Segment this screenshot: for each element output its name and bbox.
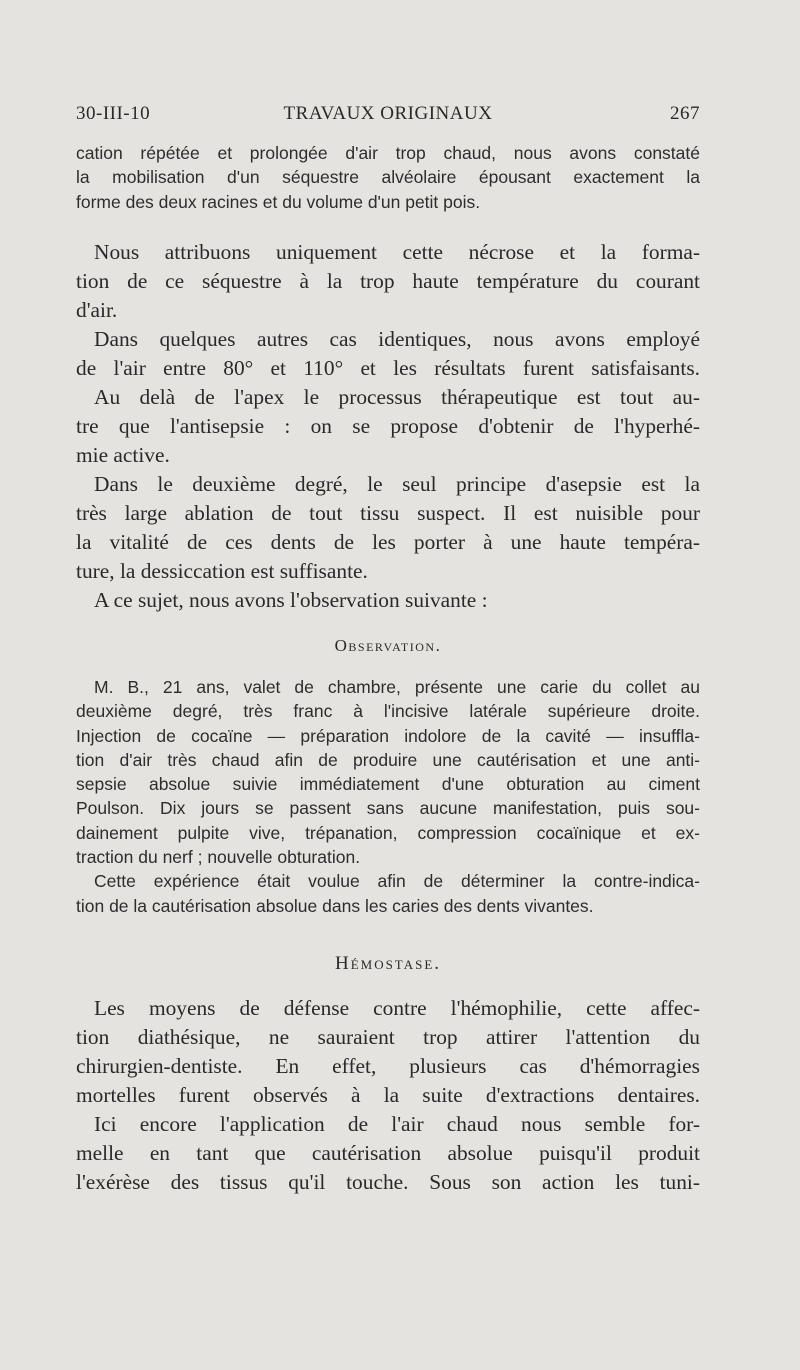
observation-text <box>76 675 700 918</box>
text-line: ture, la dessiccation est suffisante. <box>76 559 368 583</box>
text-line: A ce sujet, nous avons l'observation suivante : <box>94 588 488 612</box>
text-line: deuxième degré, très franc à l'incisive latérale supérieure droite. <box>76 701 700 722</box>
text-line: Dans quelques autres cas identiques, nous avons employé <box>94 327 700 351</box>
text-line: Injection de cocaïne — préparation indolore de la cavité — insuffla- <box>76 725 700 746</box>
text-line: de l'air entre 80° et 110° et les résultats furent satisfaisants. <box>76 356 700 380</box>
text-line: Au delà de l'apex le processus thérapeutique est tout au- <box>94 385 700 409</box>
page-number: 267 <box>670 103 700 124</box>
text-line: melle en tant que cautérisation absolue puisqu'il produit <box>76 1141 700 1165</box>
text-line: très large ablation de tout tissu suspect. Il est nuisible pour <box>76 501 700 525</box>
text-line: cation répétée et prolongée d'air trop chaud, nous avons constaté <box>76 143 700 163</box>
text-line: Cette expérience était voulue afin de déterminer la contre-indica- <box>94 871 700 892</box>
text-line: la mobilisation d'un séquestre alvéolaire épousant exactement la <box>76 167 700 188</box>
issue-reference: 30-III-10 <box>76 103 151 124</box>
text-line: Dans le deuxième degré, le seul principe d'asepsie est la <box>94 472 700 496</box>
text-line: Nous attribuons uniquement cette nécrose et la forma- <box>94 240 700 264</box>
running-head <box>76 103 700 133</box>
text-line: mie active. <box>76 443 170 467</box>
body-paragraphs <box>76 238 700 615</box>
text-line: Les moyens de défense contre l'hémophilie, cette affec- <box>94 996 700 1020</box>
section-title: TRAVAUX ORIGINAUX <box>283 103 493 124</box>
text-line: sepsie absolue suivie immédiatement d'une obturation au ciment <box>76 774 700 795</box>
text-line: mortelles furent observés à la suite d'extractions dentaires. <box>76 1083 700 1107</box>
text-line: tion de ce séquestre à la trop haute température du courant <box>76 269 700 293</box>
hemostase-heading: Hémostase. <box>334 953 442 974</box>
text-line: Poulson. Dix jours se passent sans aucune manifestation, puis sou- <box>76 798 700 819</box>
text-line: chirurgien-dentiste. En effet, plusieurs cas d'hémorragies <box>76 1054 700 1078</box>
text-line: tion de la cautérisation absolue dans les caries des dents vivantes. <box>76 895 594 916</box>
text-line: forme des deux racines et du volume d'un petit pois. <box>76 191 481 212</box>
text-line: l'exérèse des tissus qu'il touche. Sous son action les tuni- <box>76 1170 700 1194</box>
text-line: la vitalité de ces dents de les porter à une haute tempéra- <box>76 530 700 554</box>
text-line: tion diathésique, ne sauraient trop attirer l'attention du <box>76 1025 700 1049</box>
text-line: traction du nerf ; nouvelle obturation. <box>76 847 361 868</box>
observation-heading: Observation. <box>334 636 442 655</box>
text-line: Ici encore l'application de l'air chaud nous semble for- <box>94 1112 700 1136</box>
text-line: dainement pulpite vive, trépanation, compression cocaïnique et ex- <box>76 822 700 843</box>
text-line: d'air. <box>76 298 118 322</box>
hemostase-paragraph <box>76 994 700 1197</box>
continued-paragraph <box>76 141 700 214</box>
text-line: M. B., 21 ans, valet de chambre, présente une carie du collet au <box>94 677 700 697</box>
text-line: tre que l'antisepsie : on se propose d'obtenir de l'hyperhé- <box>76 414 700 438</box>
text-line: tion d'air très chaud afin de produire une cautérisation et une anti- <box>76 749 700 770</box>
